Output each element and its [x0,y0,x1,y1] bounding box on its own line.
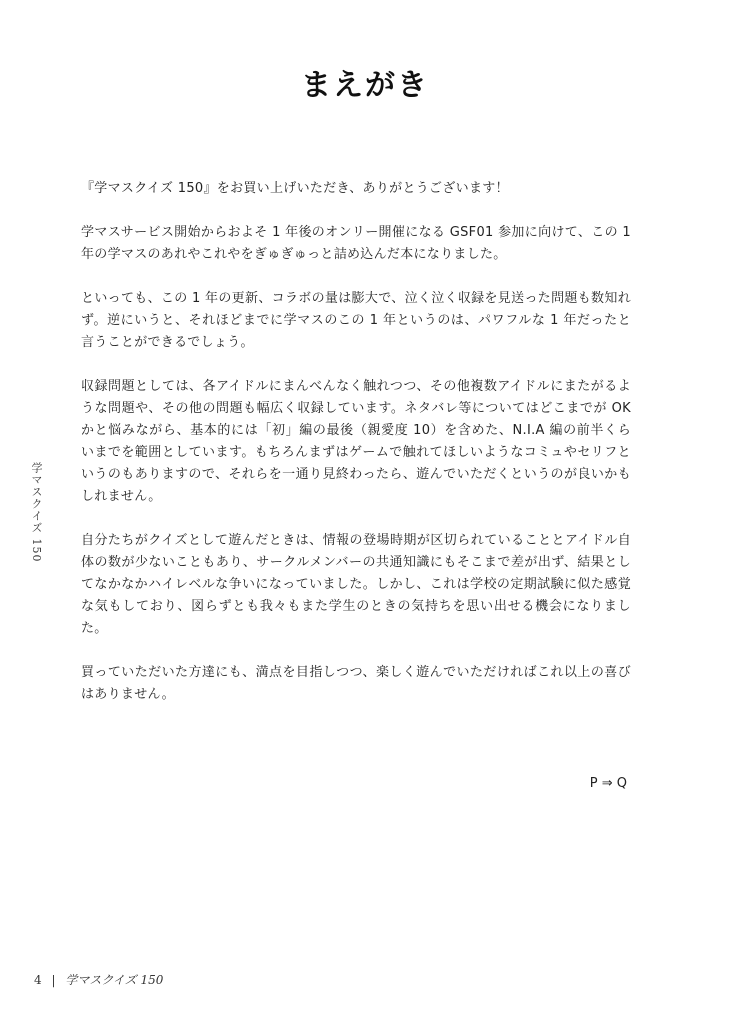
page-number: 4 [34,973,42,987]
paragraph-purpose: 学マスサービス開始からおよそ 1 年後のオンリー開催になる GSF01 参加に向けて、この 1 年の学マスのあれやこれやをぎゅぎゅっと詰め込んだ本になりました。 [81,225,631,262]
page-footer [34,971,163,988]
preface-body [81,178,631,728]
paragraph-closing: 買っていただいた方達にも、満点を目指しつつ、楽しく遊んでいただければこれ以上の喜びはありません。 [81,665,631,702]
footer-separator: | [51,973,56,987]
paragraph-thanks: 『学マスクイズ 150』をお買い上げいただき、ありがとうございます！ [81,181,509,196]
paragraph-experience: 自分たちがクイズとして遊んだときは、情報の登場時期が区切られていることとアイドル自体の数が少ないこともあり、サークルメンバーの共通知識にもそこまで差が出ず、結果としてなかなかハイレベルな争いになっていました。しかし、これは学校の定期試験に似た感覚な気もしており、図らずとも我々もまた学生のときの気持ちを思い出せる機会になりました。 [81,533,631,636]
side-running-title: 学マスクイズ 150 [30,462,43,563]
footer-book-title: 学マスクイズ 150 [65,973,164,987]
author-signature: P ⇒ Q [589,776,627,791]
page-title: まえがき [301,68,429,103]
paragraph-contents: 収録問題としては、各アイドルにまんべんなく触れつつ、その他複数アイドルにまたがるような問題や、その他の問題も幅広く収録しています。ネタバレ等についてはどこまでが OK かと悩みながら、基本的には「初」編の最後（親愛度 10）を含めた、N.I.A 編の前半くらいまでを範囲としています。もちろんまずはゲームで触れてほしいようなコミュやセリフというのもありますので、それらを一通り見終わったら、遊んでいただくというのが良いかもしれません。 [81,379,631,504]
paragraph-scope: といっても、この 1 年の更新、コラボの量は膨大で、泣く泣く収録を見送った問題も数知れず。逆にいうと、それほどまでに学マスのこの 1 年というのは、パワフルな 1 年だったと言うことができるでしょう。 [81,291,631,350]
